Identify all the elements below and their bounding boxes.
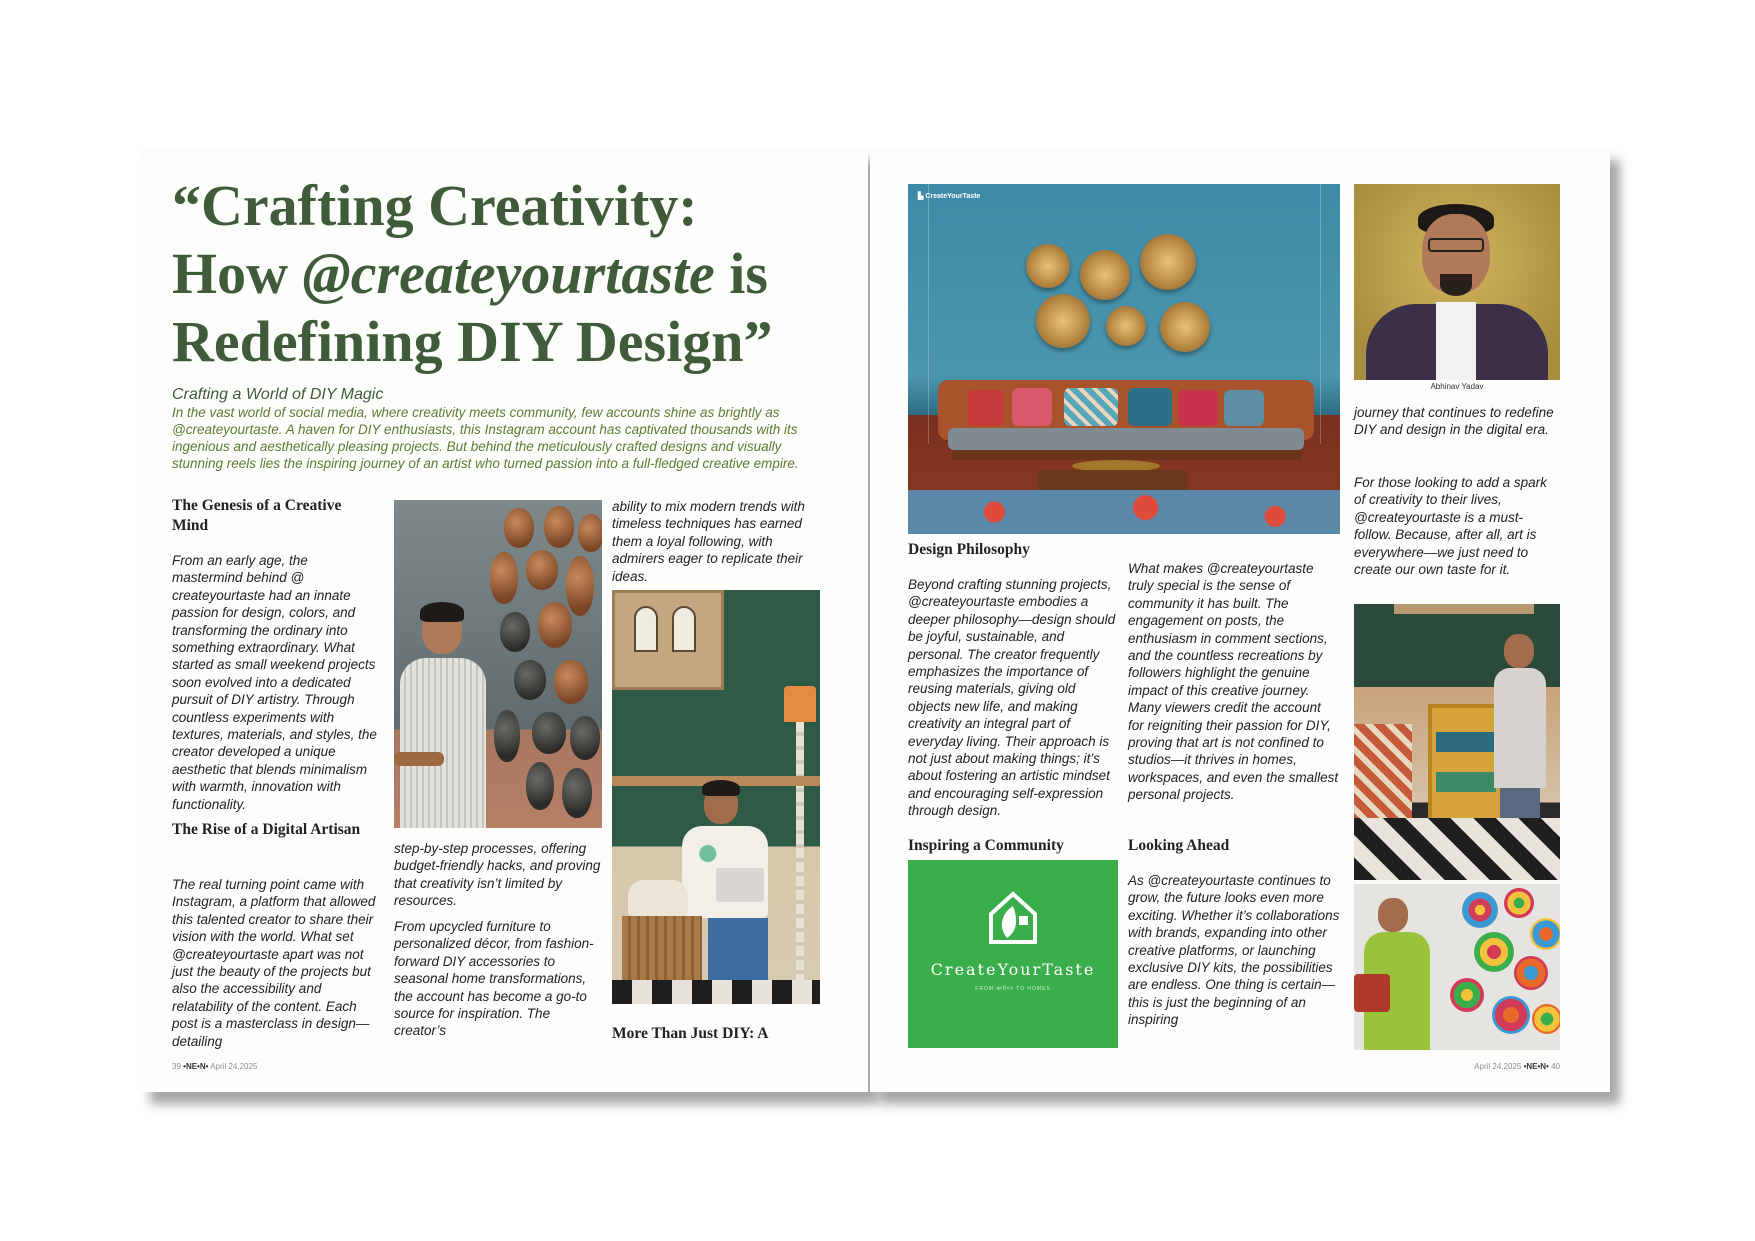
col2-body-2: From upcycled furniture to personalized décor, from fashion-forward DIY accessories to seasonal home transformations, the account has become a go-to source for inspiration. The creator’s: [394, 919, 594, 1039]
looking-ahead-heading: Looking Ahead: [1128, 837, 1230, 854]
photo-creator-with-laptop: [612, 590, 820, 1004]
right-col3-body-2: For those looking to add a spark of creativity to their lives, @createyourtaste is a must-follow. Because, after all, art is everywhere—we just need to create our own taste for it.: [1354, 475, 1547, 578]
photo-creator-with-masks: [394, 500, 602, 828]
house-leaf-icon: [987, 890, 1039, 946]
title-line-2-prefix: How: [172, 241, 303, 306]
portrait-caption: Abhinav Yadav: [1430, 382, 1484, 391]
inspiring-community-heading: Inspiring a Community: [908, 837, 1064, 854]
photo-creator-with-plates: [1354, 884, 1560, 1050]
title-line-3: Redefining DIY Design”: [172, 309, 773, 374]
article-subtitle: Crafting a World of DIY Magic: [172, 386, 384, 403]
logo-name: CreateYourTaste: [930, 960, 1096, 979]
createyourtaste-logo-block: [908, 860, 1118, 1048]
title-line-2-suffix: is: [714, 241, 768, 306]
logo-tagline: FROM कारीगर TO HOMES: [975, 986, 1051, 992]
watermark-logo-icon: ▙: [918, 193, 924, 200]
right-footer: [1466, 1062, 1560, 1071]
title-handle: @createyourtaste: [302, 241, 715, 306]
col3-body: ability to mix modern trends with timeless techniques has earned them a loyal following, with admirers eager to replicate their ideas.: [612, 499, 805, 584]
photo-living-room: [908, 184, 1340, 534]
photo-portrait: [1354, 184, 1560, 380]
photo-creator-with-shelf: [1354, 604, 1560, 880]
watermark-text: CreateYourTaste: [925, 193, 981, 200]
left-footer: [172, 1062, 257, 1071]
design-philosophy-body: Beyond crafting stunning projects, @createyourtaste embodies a deeper philosophy—design should be joyful, sustainable, and personal. The creator frequently emphasizes the importance of reusing materials, giving old objects new life, and making creativity an integral part of everyday living. Their approach is not just about making things; it’s about fostering an artistic mindset and encouraging self-expression through design.: [908, 577, 1116, 819]
title-line-1: “Crafting Creativity:: [172, 173, 698, 238]
rise-body: The real turning point came with Instagram, a platform that allowed this talented creator to share their vision with the world. What set @createyourtaste apart was not just the beauty of the projects but also the accessibility and relatability of the content. Each post is a masterclass in design—detailing: [172, 877, 376, 1049]
left-footer-page: 39: [172, 1062, 181, 1071]
right-page: [870, 148, 1610, 1092]
left-page: [140, 148, 868, 1092]
left-footer-date: April 24,2025: [210, 1062, 258, 1071]
col2-body-1: step-by-step processes, offering budget-friendly hacks, and proving that creativity isn’t limited by resources.: [394, 841, 601, 909]
rise-heading: The Rise of a Digital Artisan: [172, 821, 361, 838]
looking-ahead-body: As @createyourtaste continues to grow, the future looks even more exciting. Whether it’s collaborations with brands, expanding into other creative platforms, or launching exclusive DIY kits, the possibilities are endless. One thing is certain—this is just the beginning of an inspiring: [1128, 873, 1340, 1028]
community-body: What makes @createyourtaste truly special is the sense of community it has built. The engagement on posts, the enthusiasm in comment sections, and the countless recreations by followers highlight the genuine impact of this creative journey. Many viewers credit the account for reigniting their passion for DIY, proving that art is not confined to studios—it thrives in homes, workspaces, and even the smallest personal projects.: [1128, 561, 1339, 803]
article-intro: In the vast world of social media, where creativity meets community, few accounts shine as brightly as @createyourtaste. A haven for DIY enthusiasts, this Instagram account has captivated thousands with its ingenious and aesthetically pleasing projects. But behind the meticulously crafted designs and visually stunning reels lies the inspiring journey of an artist who turned passion into a full-fledged creative empire.: [172, 405, 799, 471]
design-philosophy-heading: Design Philosophy: [908, 541, 1030, 558]
genesis-heading: The Genesis of a Creative Mind: [172, 497, 342, 534]
right-footer-date: April 24,2025: [1474, 1062, 1522, 1071]
left-footer-brand: •NE•N•: [183, 1062, 209, 1071]
article-title: [172, 172, 852, 376]
right-col3-body-1: journey that continues to redefine DIY and design in the digital era.: [1354, 405, 1554, 438]
right-footer-page: 40: [1551, 1062, 1560, 1071]
right-footer-brand: •NE•N•: [1523, 1062, 1549, 1071]
genesis-body: From an early age, the mastermind behind @ createyourtaste had an innate passion for design, colors, and transforming the ordinary into something extraordinary. What started as small weekend projects soon evolved into a dedicated pursuit of DIY artistry. Through countless experiments with textures, materials, and styles, the creator developed a unique aesthetic that blends minimalism with warmth, innovation with functionality.: [172, 553, 377, 812]
more-than-diy-heading: More Than Just DIY: A: [612, 1025, 769, 1042]
